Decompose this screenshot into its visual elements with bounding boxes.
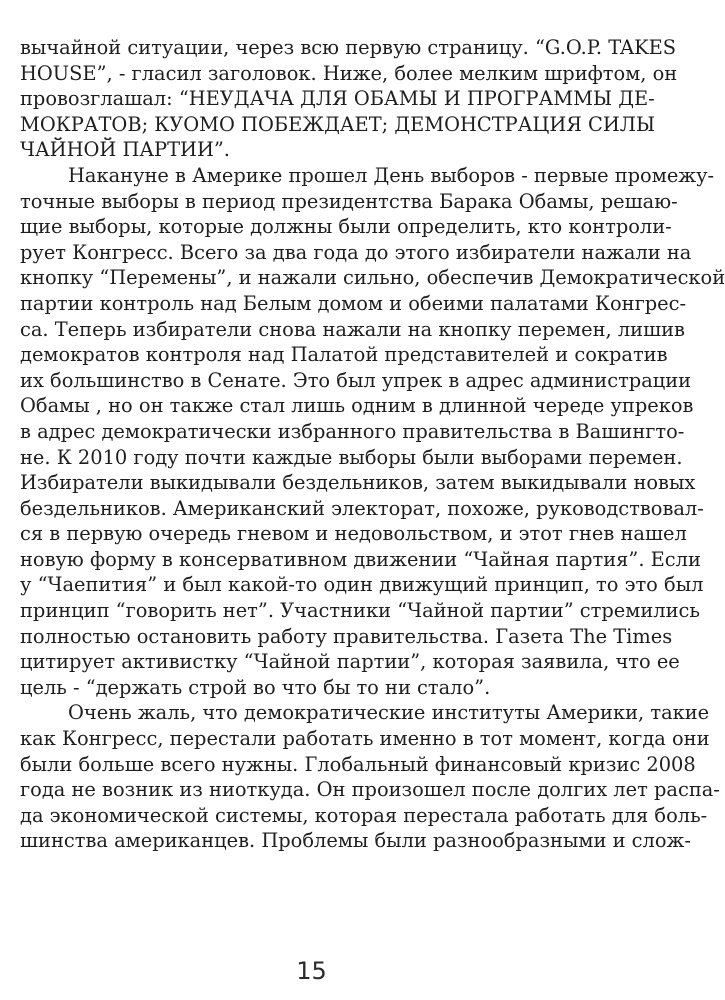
text-line: да экономической системы, которая перестала работать для боль-: [20, 803, 708, 827]
text-line: были больше всего нужны. Глобальный финансовый кризис 2008: [20, 752, 696, 776]
text-line: Очень жаль, что демократические институты Америки, такие: [68, 701, 710, 725]
text-line: точные выборы в период президентства Барака Обамы, решаю-: [20, 189, 678, 213]
page-number: 15: [296, 957, 327, 985]
text-line: провозглашал: “НЕУДАЧА ДЛЯ ОБАМЫ И ПРОГРАММЫ ДЕ-: [20, 87, 655, 111]
text-line: шинства американцев. Проблемы были разнообразными и слож-: [20, 829, 691, 853]
text-line: цитирует активистку “Чайной партии”, которая заявила, что ее: [20, 650, 680, 674]
body-text: [20, 35, 725, 854]
text-line: партии контроль над Белым домом и обеими палатами Конгрес-: [20, 291, 687, 315]
text-line: вычайной ситуации, через всю первую страницу. “G.O.P. TAKES: [20, 36, 677, 59]
text-line: Избиратели выкидывали бездельников, затем выкидывали новых: [20, 471, 696, 495]
text-line: принцип “говорить нет”. Участники “Чайной партии” стремились: [20, 599, 700, 623]
text-line: не. К 2010 году почти каждые выборы были выборами перемен.: [20, 445, 683, 469]
text-line: Накануне в Америке прошел День выборов - первые промежу-: [68, 163, 715, 187]
text-line: Обамы , но он также стал лишь одним в длинной череде упреков: [20, 394, 694, 418]
text-line: са. Теперь избиратели снова нажали на кнопку перемен, лишив: [20, 317, 685, 341]
text-line: полностью остановить работу правительства. Газета The Times: [20, 624, 673, 648]
text-line: демократов контроля над Палатой представителей и сократив: [20, 343, 668, 367]
text-line: года не возник из ниоткуда. Он произошел после долгих лет распа-: [20, 778, 720, 802]
text-line: бездельников. Американский электорат, похоже, руководствовал-: [20, 496, 704, 520]
text-line: HOUSE”, - гласил заголовок. Ниже, более мелким шрифтом, он: [20, 61, 678, 85]
text-line: у “Чаепития” и был какой-то один движущий принцип, то это был: [20, 573, 704, 597]
text-line: МОКРАТОВ; КУОМО ПОБЕЖДАЕТ; ДЕМОНСТРАЦИЯ СИЛЫ: [20, 112, 656, 136]
text-line: кнопку “Перемены”, и нажали сильно, обеспечив Демократической: [20, 266, 725, 290]
text-line: как Конгресс, перестали работать именно в тот момент, когда они: [20, 727, 710, 751]
text-line: рует Конгресс. Всего за два года до этого избиратели нажали на: [20, 240, 692, 264]
text-line: ся в первую очередь гневом и недовольством, и этот гнев нашел: [20, 522, 687, 546]
text-line: щие выборы, которые должны были определить, кто контроли-: [20, 215, 672, 239]
text-line: новую форму в консервативном движении “Чайная партия”. Если: [20, 547, 701, 571]
text-line: цель - “держать строй во что бы то ни стало”.: [20, 675, 491, 699]
text-line: в адрес демократически избранного правительства в Вашингто-: [20, 419, 685, 443]
text-line: их большинство в Сенате. Это был упрек в адрес администрации: [20, 368, 692, 392]
text-line: ЧАЙНОЙ ПАРТИИ”.: [20, 138, 230, 162]
